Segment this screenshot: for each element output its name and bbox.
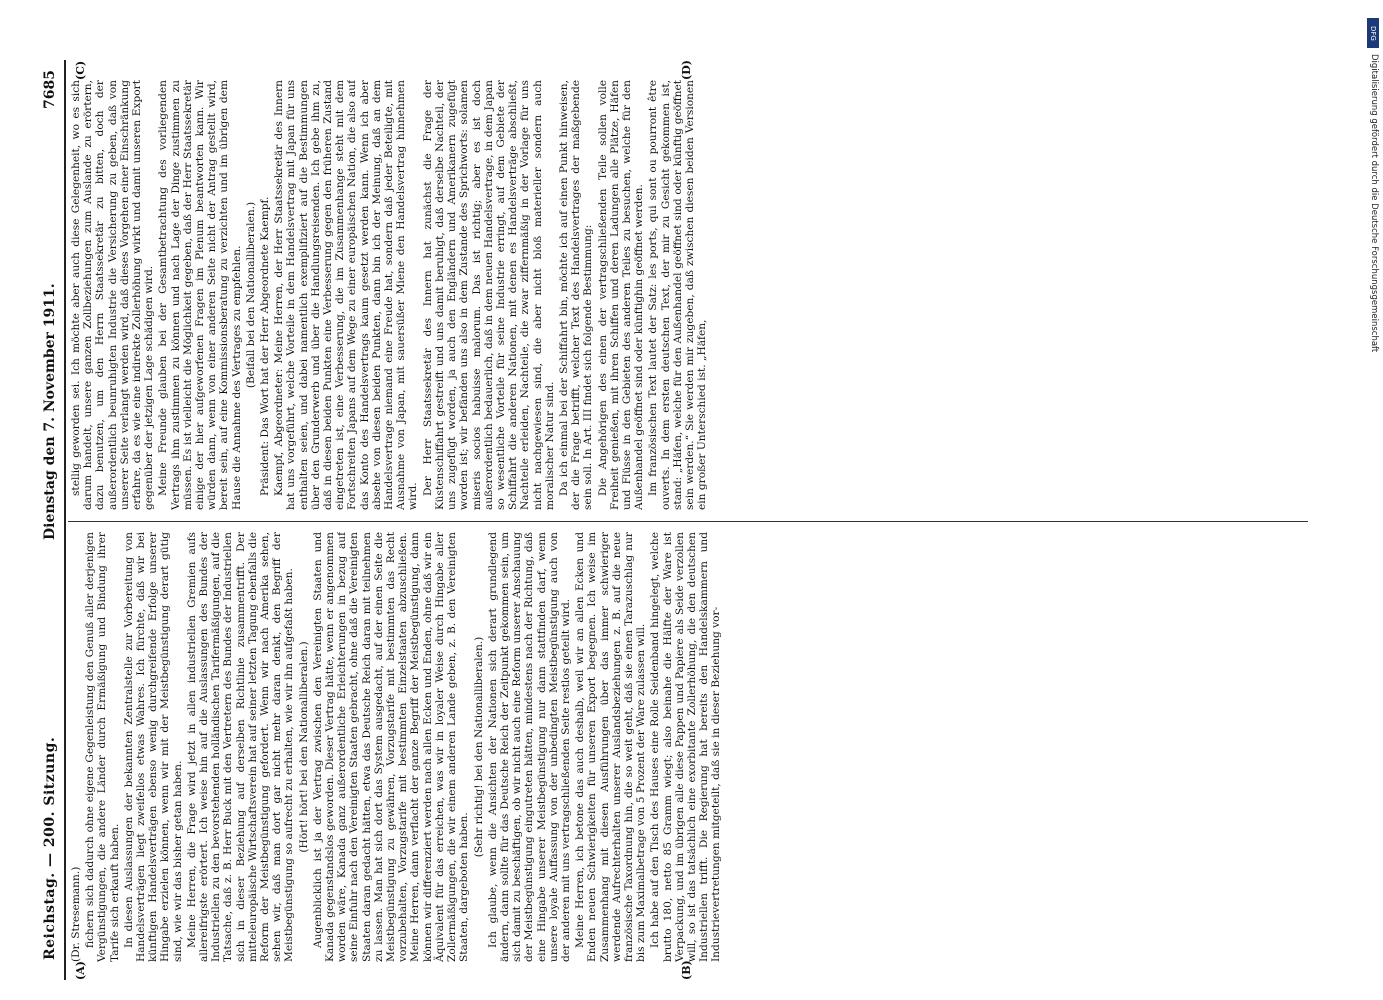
paragraph: fichern sich dadurch ohne eigene Gegenleistung den Genuß aller derjenigen Vergünstigungen, die andere Länder durch Ermäßigung und Bindung ihrer Tarife sich erkauft haben. [84, 532, 121, 962]
paragraph: Meine Herren, ich betone das auch deshalb, weil wir an allen Ecken und Enden neuen Schwierigkeiten für unseren Export begegnen. Ich weise im Zusammenhang mit diesen Ausführungen über das immer schwieriger werdende Aufrechterhalten unserer Auslandsbeziehungen z. B. auf die neue französische Taxordnung hin, die so weit geht, daß sie einen Tarazuschlag nur bis zum Maximalbetrage von 5 Prozent der Ware zulassen will. [574, 532, 648, 962]
digitization-sidebar [1365, 10, 1383, 990]
header-left: Reichstag. — 200. Sitzung. [42, 736, 58, 960]
column-divider [68, 521, 1308, 522]
interjection: (Hört! hört! bei den Nationalliberalen.) [297, 641, 310, 853]
paragraph: Der Herr Staatssekretär des Innern hat zunächst die Frage der Küstenschiffahrt gestreift und uns damit beruhigt, daß derselbe Nachteil, der uns zugefügt worden, ja auch den Engländern und Amerikanern zugefügt worden ist; wir befänden uns also in dem Zustande des Sprichworts: solamen miseris socios habuisse malorum. Das ist richtig; aber es ist doch außerordentlich bedauerlich, daß in dem neuen Handelsvertrage, in dem Japan so wesentliche Vorteile für seine Industrie erringt, auf dem Gebiete der Schiffahrt die anderen Nationen, mit denen es Handelsverträge abschließt, Nachteile erleiden, Nachteile, die zwar ziffernmäßig in der Vorlage für uns nicht nachgewiesen sind, die aber nicht bloß materieller sondern auch moralischer Natur sind. [421, 80, 556, 510]
paragraph: Meine Herren, die Frage wird jetzt in allen industriellen Gremien aufs allereifrigste erörtert. Ich weise hin auf die Auslassungen des Bundes der Industriellen zu den bevorstehenden holländischen Tarifermäßigungen, auf die Tatsache, daß z. B. Herr Buck mit den Vertretern des Bundes der Industriellen sich in dieser Beziehung auf derselben Richtlinie zusammentrifft. Der mitteleuropäische Wirtschaftsverein hat auf seiner letzten Tagung ebenfalls die Reform der Meistbegünstigung gefordert. Wenn wir nach Amerika sehen, sehen wir, daß man dort gar nicht mehr daran denkt, den Begriff der Meistbegünstigung so aufrecht zu erhalten, wie wir ihn aufgefaßt haben. [185, 532, 296, 962]
margin-marker-d: (D) [680, 60, 693, 80]
speaker-label: (Dr. Stresemann.) [70, 866, 82, 962]
interjection: (Beifall bei den Nationalliberalen.) [244, 201, 257, 389]
interjection: (Sehr richtig! bei den Nationalliberalen.) [472, 636, 485, 858]
paragraph: Augenblicklich ist ja der Vertrag zwischen den Vereinigten Staaten und Kanada gegenstandslos geworden. Dieser Vertrag hätte, wenn er angenommen worden wäre, Kanada ganz außerordentliche Erleichterungen in bezug auf seine Einfuhr nach den Vereinigten Staaten gebracht, ohne daß die Vereinigten Staaten daran gedacht hätten, etwa das Deutsche Reich daran mit teilnehmen zu lassen. Man hat sich dort das System ausgedacht, auf der einen Seite die Meistbegünstigung zu gewähren, Vorzugstarife mit bestimmten das Recht vorzubehalten, Vorzugstarife mit bestimmten Einzelstaaten abzuschließen. Meine Herren, dann verflacht der ganze Begriff der Meistbegünstigung, dann können wir differenziert werden nach allen Ecken und Enden, ohne daß wir ein Äquivalent für das erreichen, was wir in loyaler Weise durch Hingabe aller Zollermäßigungen, die wir einem anderen Lande geben, z. B. den Vereinigten Staaten, dargeboten haben. [311, 532, 471, 962]
paragraph: Kaempf, Abgeordneter: Meine Herren, der Herr Staatssekretär des Innern hat uns vorgeführt, welche Vorteile in dem Handelsvertrag mit Japan für uns enthalten seien, und dabei namentlich exemplifiziert auf die Bestimmungen über den Grunderwerb und über die Handlungsreisenden. Ich gebe ihm zu, daß in diesen beiden Punkten eine Verbesserung gegen den früheren Zustand eingetreten ist, eine Verbesserung, die im Zusammenhange steht mit dem Fortschreiten Japans auf dem Wege zu einer europäischen Nation, die also auf das Konto des Handelsvertrags kaum gesetzt werden kann. Wenn ich aber absehe von diesen beiden Punkten, dann bin ich der Meinung, daß an dem Handelsvertrage niemand eine Freude hat, sondern daß jeder Beteiligte, mit Ausnahme von Japan, mit sauersüßer Miene den Handelsvertrag hinnehmen wird. [273, 80, 420, 510]
paragraph: Präsident: Das Wort hat der Herr Abgeordnete Kaempf. [259, 196, 272, 496]
paragraph: Meine Freunde glauben bei der Gesamtbetrachtung des vorliegenden Vertrags ihm zustimmen zu können und nach Lage der Dinge zustimmen zu müssen. Es ist vielleicht die Möglichkeit gegeben, daß der Herr Staatssekretär einige der hier aufgeworfenen Fragen im Plenum beantworten kann. Wir würden dann, wenn von einer anderen Seite nicht der Antrag gestellt wird, bereit sein, auf eine Kommissionsberatung zu verzichten und im übrigen dem Hause die Annahme des Vertrages zu empfehlen. [157, 80, 243, 510]
paragraph: In diesen Auslassungen der bekannten Zentralstelle zur Vorbereitung von Handelsverträgen liegt zweifellos etwas Wahres. Ich fürchte, daß wir bei künftigen Handelsverträgen ebenso wenig durchgreifende Erfolge unserer Hingabe erzielen können, wenn wir mit der Meistbegünstigung derart gütig sind, wie wir das bisher getan haben. [122, 532, 184, 962]
left-column [70, 532, 1300, 962]
margin-marker-c: (C) [74, 60, 87, 80]
page-header [40, 60, 66, 980]
page-number: 7685 [42, 70, 58, 109]
dfg-logo: DFG [1367, 18, 1379, 48]
right-column [70, 80, 1300, 510]
margin-marker-a: (A) [74, 961, 87, 980]
paragraph: Ich habe auf den Tisch des Hauses eine Rolle Seidenband hingelegt, welche brutto 180, netto 85 Gramm wiegt; also beinahe die Hälfte der Ware ist Verpackung, und im übrigen alle diese Pappen und Papiere als Seide verzollen will, so ist das tatsächlich eine exorbitante Zollerhöhung, die den deutschen Industriellen trifft. Die Regierung hat bereits den Handelskammern und Industrievertretungen mitgeteilt, daß sie in dieser Beziehung vor- [649, 532, 723, 962]
paragraph: Im französischen Text lautet der Satz: les ports, qui sont ou pourront être ouverts. In dem ersten deutschen Text, der mir zu Gesicht gekommen ist, stand: „Häfen, welche für den Außenhandel geöffnet sind oder künftig geöffnet sein werden.“ Sie werden mir zugeben, daß zwischen diesen beiden Versionen ein großer Unterschied ist. „Häfen, [647, 80, 709, 510]
digitization-caption: Digitalisierung gefördert durch die Deutsche Forschungsgemeinschaft [1369, 54, 1379, 353]
rotated-document [40, 60, 1340, 980]
paragraph: Ich glaube, wenn die Ansichten der Nationen sich derart grundlegend ändern, dann sollte für das Deutsche Reich der Zeitpunkt gekommen sein, um sich damit zu beschäftigen, ob wir nicht auch eine Reform unserer Anschauung der Meistbegünstigung eingutreten hätten, mindestens nach der Richtung, daß eine Hingabe unserer Meistbegünstigung nur dann stattfinden darf, wenn unsere loyale Auffassung von der unbedingten Meistbegünstigung auch von der anderen mit uns vertragschließenden Seite restlos geteilt wird. [486, 532, 572, 962]
margin-marker-b: (B) [680, 960, 693, 980]
paragraph: Die Angehörigen des einen der vertragschließenden Teile sollen volle Freiheit genießen, mit ihren Schiffen und deren Ladungen alle Plätze, Häfen und Flüsse in den Gebieten des anderen Teiles zu besuchen, welche für den Außenhandel geöffnet sind oder künftighin geöffnet werden. [596, 80, 646, 510]
paragraph: Da ich einmal bei der Schiffahrt bin, möchte ich auf einen Punkt hinweisen, der die Frage betrifft, welcher Text des Handelsvertrages der maßgebende sein soll. In Art. III findet sich folgende Bestimmung: [557, 80, 595, 510]
paragraph: stellig geworden sei. Ich möchte aber auch diese Gelegenheit, wo es sich darum handelt, unsere ganzen Zollbeziehungen zum Auslande zu erörtern, dazu benutzen, um den Herrn Staatssekretär zu bitten, doch der außerordentlich beunruhigten Industrie die Versicherung zu geben, daß von unserer Seite verlangt werden wird, daß dieses Vorgehen einer Einschränkung erfahre, da es wie eine indirekte Zollerhöhung wirkt und damit unseren Export gegenüber der jetzigen Lage schädigen wird. [70, 80, 156, 510]
header-date: Dienstag den 7. November 1911. [42, 283, 58, 540]
